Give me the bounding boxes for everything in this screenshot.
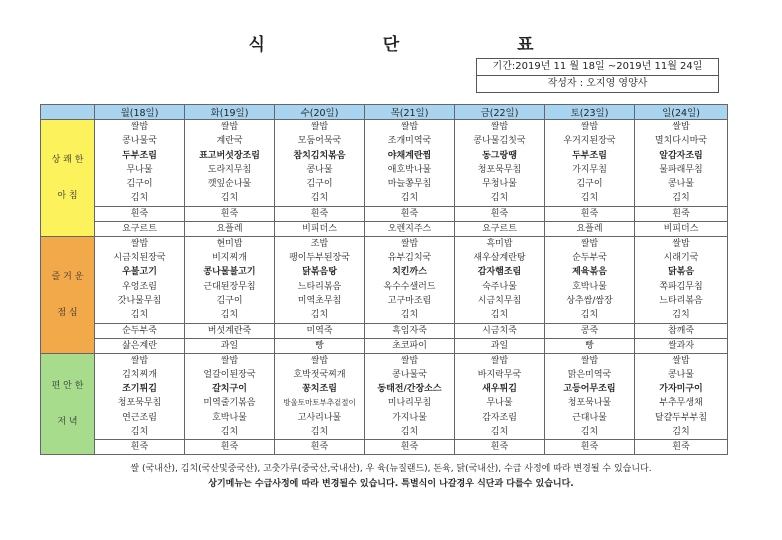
menu-item: 시금치된장국	[113, 253, 166, 264]
lunch-wed-cell	[275, 236, 365, 323]
lunch-extra-item: 미역죽	[275, 323, 365, 338]
menu-item: 새우튀김	[482, 384, 517, 395]
lunch-mon-cell	[95, 236, 185, 323]
menu-item: 가지나물	[392, 412, 427, 423]
menu-item: 청포묵무침	[477, 164, 522, 175]
breakfast-extra-item: 흰죽	[545, 206, 635, 221]
change-notice: 상기메뉴는 수급사정에 따라 변경될수 있습니다. 특별식이 나갈경우 식단과 다를수 있습니다.	[208, 479, 574, 489]
menu-item: 우거지된장국	[563, 136, 616, 147]
menu-item: 김치	[672, 427, 690, 438]
menu-item: 쌀밥	[400, 355, 419, 366]
weekly-menu-table	[40, 104, 728, 455]
menu-item: 김치	[580, 310, 599, 321]
menu-item: 마늘쫑무침	[387, 179, 432, 190]
breakfast-wed-cell	[275, 120, 365, 207]
day-header-thu: 목(21일)	[365, 105, 455, 120]
menu-item: 김치찌개	[122, 369, 157, 380]
origin-note: 쌀 (국내산), 김치(국산및중국산), 고춧가루(중국산,국내산), 우 육(뉴질랜드), 돈육, 닭(국내산), 수급 사정에 따라 변경될 수 있습니다.	[130, 464, 652, 474]
lunch-extra-item: 흑임자죽	[365, 323, 455, 338]
breakfast-fri-cell	[455, 120, 545, 207]
menu-item: 갈치구이	[212, 384, 247, 395]
menu-item: 쌀밥	[580, 238, 599, 249]
menu-item: 흑미밥	[486, 238, 513, 249]
menu-item: 물파래무침	[659, 164, 703, 175]
lunch-extra-item: 삶은계란	[95, 338, 185, 353]
day-header-sun: 일(24일)	[635, 105, 728, 120]
lunch-main-row	[41, 236, 728, 323]
lunch-sat-cell	[545, 236, 635, 323]
menu-item: 김치	[220, 310, 239, 321]
menu-item: 도라지무침	[207, 164, 252, 175]
menu-item: 알감자조림	[659, 150, 703, 161]
menu-item: 숙주나물	[482, 281, 517, 292]
menu-item: 쌀밥	[130, 238, 149, 249]
menu-item: 김치	[580, 427, 599, 438]
breakfast-mon-cell	[95, 120, 185, 207]
menu-item: 근대나물	[572, 412, 607, 423]
menu-item: 현미밥	[216, 238, 243, 249]
breakfast-extra-item: 흰죽	[455, 206, 545, 221]
menu-item: 쌀밥	[672, 355, 690, 366]
menu-item: 두부조림	[572, 150, 607, 161]
day-header-wed: 수(20일)	[275, 105, 365, 120]
dinner-extra-item: 흰죽	[365, 440, 455, 455]
menu-item: 무나물	[126, 164, 153, 175]
lunch-extra-row	[41, 338, 728, 353]
breakfast-extra-item: 요플레	[185, 221, 275, 236]
menu-item: 쌀밥	[490, 355, 509, 366]
header-corner	[41, 105, 95, 120]
breakfast-extra-item: 흰죽	[275, 206, 365, 221]
dinner-extra-row	[41, 440, 728, 455]
menu-item: 쌀밥	[310, 355, 329, 366]
menu-item: 달걀두부부침	[654, 412, 708, 423]
menu-item: 동태전/간장소스	[377, 384, 442, 395]
menu-item: 김치	[310, 427, 329, 438]
menu-item: 방울토마토부추겉절이	[283, 398, 356, 408]
breakfast-extra-item: 요구르트	[95, 221, 185, 236]
breakfast-thu-cell	[365, 120, 455, 207]
menu-item: 김치	[672, 193, 690, 204]
menu-item: 닭볶음탕	[302, 267, 337, 278]
menu-item: 쌀밥	[220, 355, 239, 366]
breakfast-extra-item: 흰죽	[95, 206, 185, 221]
menu-item: 모둠어묵국	[297, 136, 342, 147]
breakfast-tue-cell	[185, 120, 275, 207]
menu-period: 기간:2019년 11 월 18일 ~2019년 11월 24일	[492, 61, 703, 72]
menu-item: 쌀밥	[580, 122, 599, 132]
dinner-wed-cell	[275, 353, 365, 440]
menu-item: 조밥	[310, 238, 329, 249]
day-header-tue: 화(19일)	[185, 105, 275, 120]
lunch-extra-row	[41, 323, 728, 338]
menu-item: 느타리볶음	[659, 295, 703, 306]
menu-item: 시금치무침	[477, 295, 522, 306]
lunch-thu-cell	[365, 236, 455, 323]
menu-item: 쪽파김무침	[659, 281, 703, 292]
menu-item: 연근조림	[122, 412, 157, 423]
menu-item: 무나물	[486, 398, 513, 409]
breakfast-main-row	[41, 120, 728, 207]
breakfast-extra-item: 요플레	[545, 221, 635, 236]
menu-item: 상추쌈/쌈장	[566, 295, 613, 306]
breakfast-extra-item: 요구르트	[455, 221, 545, 236]
menu-item: 김치	[490, 310, 509, 321]
menu-item: 콩나물김칫국	[473, 136, 526, 147]
menu-item: 김치	[130, 310, 149, 321]
lunch-extra-item: 초코파이	[365, 338, 455, 353]
menu-item: 우불고기	[122, 267, 157, 278]
lunch-extra-item: 과일	[185, 338, 275, 353]
menu-item: 김치	[400, 193, 419, 204]
menu-item: 쌀밥	[672, 122, 690, 132]
menu-item: 조개미역국	[387, 136, 432, 147]
menu-item: 조기튀김	[122, 384, 157, 395]
menu-item: 김구이	[306, 179, 333, 190]
lunch-extra-item: 참깨죽	[635, 323, 728, 338]
menu-item: 고사리나물	[297, 412, 342, 423]
menu-item: 깻잎순나물	[207, 179, 252, 190]
menu-item: 순두부국	[572, 253, 607, 264]
menu-item: 김치	[490, 193, 509, 204]
menu-item: 가자미구이	[659, 384, 703, 395]
menu-item: 계란국	[216, 136, 243, 147]
breakfast-extra-item: 흰죽	[365, 206, 455, 221]
dinner-extra-item: 흰죽	[455, 440, 545, 455]
menu-item: 바지락무국	[477, 369, 522, 380]
menu-item: 김구이	[576, 179, 603, 190]
breakfast-extra-row	[41, 206, 728, 221]
menu-info-box	[476, 58, 719, 93]
menu-item: 쌀밥	[672, 238, 690, 249]
menu-item: 감자조림	[482, 412, 517, 423]
breakfast-label: 상 쾌 한 아 침	[41, 120, 95, 237]
breakfast-sat-cell	[545, 120, 635, 207]
lunch-extra-item: 버섯계란죽	[185, 323, 275, 338]
menu-item: 청포묵나물	[567, 398, 612, 409]
menu-item: 유부김치국	[387, 253, 432, 264]
menu-item: 치킨까스	[392, 267, 427, 278]
menu-item: 야채계란찜	[387, 150, 432, 161]
dinner-extra-item: 흰죽	[185, 440, 275, 455]
dinner-sat-cell	[545, 353, 635, 440]
menu-item: 감자햄조림	[477, 267, 522, 278]
menu-item: 김치	[130, 193, 149, 204]
menu-item: 쌀밥	[220, 122, 239, 132]
breakfast-extra-item: 오렌지주스	[365, 221, 455, 236]
menu-item: 고구마조림	[387, 295, 432, 306]
menu-item: 김치	[672, 310, 690, 321]
menu-item: 김치	[400, 427, 419, 438]
menu-item: 팽이두부된장국	[289, 253, 350, 264]
menu-item: 닭볶음	[667, 267, 695, 278]
dinner-extra-item: 흰죽	[95, 440, 185, 455]
menu-item: 시래기국	[663, 253, 699, 264]
menu-item: 김구이	[216, 295, 243, 306]
menu-item: 콩나물불고기	[203, 267, 256, 278]
lunch-extra-item: 순두부죽	[95, 323, 185, 338]
dinner-thu-cell	[365, 353, 455, 440]
breakfast-extra-item: 흰죽	[185, 206, 275, 221]
breakfast-extra-item: 흰죽	[635, 206, 728, 221]
lunch-extra-item: 콩죽	[545, 323, 635, 338]
dinner-mon-cell	[95, 353, 185, 440]
menu-item: 청포묵무침	[117, 398, 162, 409]
menu-item: 무청나물	[482, 179, 517, 190]
menu-item: 근대된장무침	[203, 281, 256, 292]
breakfast-sun-cell	[635, 120, 728, 207]
lunch-extra-item: 빵	[275, 338, 365, 353]
menu-item: 김치	[220, 427, 239, 438]
menu-item: 김치	[310, 310, 329, 321]
menu-item: 호박젓국찌개	[293, 369, 346, 380]
menu-item: 미나리무침	[387, 398, 432, 409]
menu-item: 애호박나물	[387, 164, 432, 175]
dinner-main-row	[41, 353, 728, 440]
menu-item: 표고버섯장조림	[199, 150, 260, 161]
menu-item: 호박나물	[212, 412, 247, 423]
menu-item: 맑은미역국	[567, 369, 612, 380]
menu-item: 제육볶음	[572, 267, 607, 278]
dinner-tue-cell	[185, 353, 275, 440]
lunch-label: 즐 거 운 점 심	[41, 236, 95, 353]
menu-item: 김치	[220, 193, 239, 204]
menu-item: 쌀밥	[400, 238, 419, 249]
day-header-sat: 토(23일)	[545, 105, 635, 120]
menu-item: 김치	[490, 427, 509, 438]
dinner-extra-item: 흰죽	[545, 440, 635, 455]
dinner-label: 편 안 한 저 녁	[41, 353, 95, 455]
menu-item: 느타리볶음	[297, 281, 342, 292]
breakfast-extra-item: 비피더스	[275, 221, 365, 236]
menu-item: 고등어무조림	[563, 384, 616, 395]
breakfast-extra-row	[41, 221, 728, 236]
day-header-fri: 금(22일)	[455, 105, 545, 120]
menu-item: 얼갈이된장국	[203, 369, 256, 380]
menu-item: 콩나물	[306, 164, 333, 175]
menu-item: 갓나물무침	[117, 295, 162, 306]
menu-item: 동그랑땡	[482, 150, 517, 161]
menu-item: 부추무생채	[659, 398, 703, 409]
menu-item: 콩나물국	[392, 369, 427, 380]
menu-item: 호박나물	[572, 281, 607, 292]
lunch-tue-cell	[185, 236, 275, 323]
menu-author: 작성자 : 오지영 영양사	[477, 75, 718, 92]
menu-item: 쌀밥	[130, 122, 149, 132]
menu-item: 옥수수샐러드	[383, 281, 436, 292]
menu-item: 쌀밥	[400, 122, 419, 132]
menu-item: 미역줄기볶음	[203, 398, 256, 409]
menu-item: 멸치다시마국	[654, 136, 708, 147]
menu-item: 콩나물	[667, 369, 695, 380]
menu-item: 쌀밥	[490, 122, 509, 132]
menu-item: 우엉조림	[122, 281, 157, 292]
breakfast-extra-item: 비피더스	[635, 221, 728, 236]
page-title: 식 단 표	[248, 35, 590, 55]
menu-item: 김치	[400, 310, 419, 321]
menu-item: 쌀밥	[310, 122, 329, 132]
day-header-mon: 월(18일)	[95, 105, 185, 120]
lunch-extra-item: 빵	[545, 338, 635, 353]
menu-item: 새우살계란탕	[473, 253, 526, 264]
menu-item: 콩나물	[667, 179, 695, 190]
menu-item: 비지찌개	[212, 253, 247, 264]
menu-item: 참치김치볶음	[293, 150, 346, 161]
dinner-sun-cell	[635, 353, 728, 440]
lunch-fri-cell	[455, 236, 545, 323]
lunch-sun-cell	[635, 236, 728, 323]
menu-item: 김구이	[126, 179, 153, 190]
menu-item: 두부조림	[122, 150, 157, 161]
menu-item: 가지무침	[572, 164, 607, 175]
lunch-extra-item: 시금치죽	[455, 323, 545, 338]
lunch-extra-item: 쌀과자	[635, 338, 728, 353]
dinner-extra-item: 흰죽	[275, 440, 365, 455]
menu-item: 콩나물국	[122, 136, 157, 147]
menu-item: 김치	[130, 427, 149, 438]
menu-item: 쌀밥	[580, 355, 599, 366]
menu-item: 미역초무침	[297, 295, 342, 306]
dinner-extra-item: 흰죽	[635, 440, 728, 455]
menu-item: 김치	[580, 193, 599, 204]
menu-item: 김치	[310, 193, 329, 204]
day-header-row	[41, 105, 728, 120]
menu-item: 쌀밥	[130, 355, 149, 366]
menu-item: 꽁치조림	[302, 384, 337, 395]
lunch-extra-item: 과일	[455, 338, 545, 353]
dinner-fri-cell	[455, 353, 545, 440]
